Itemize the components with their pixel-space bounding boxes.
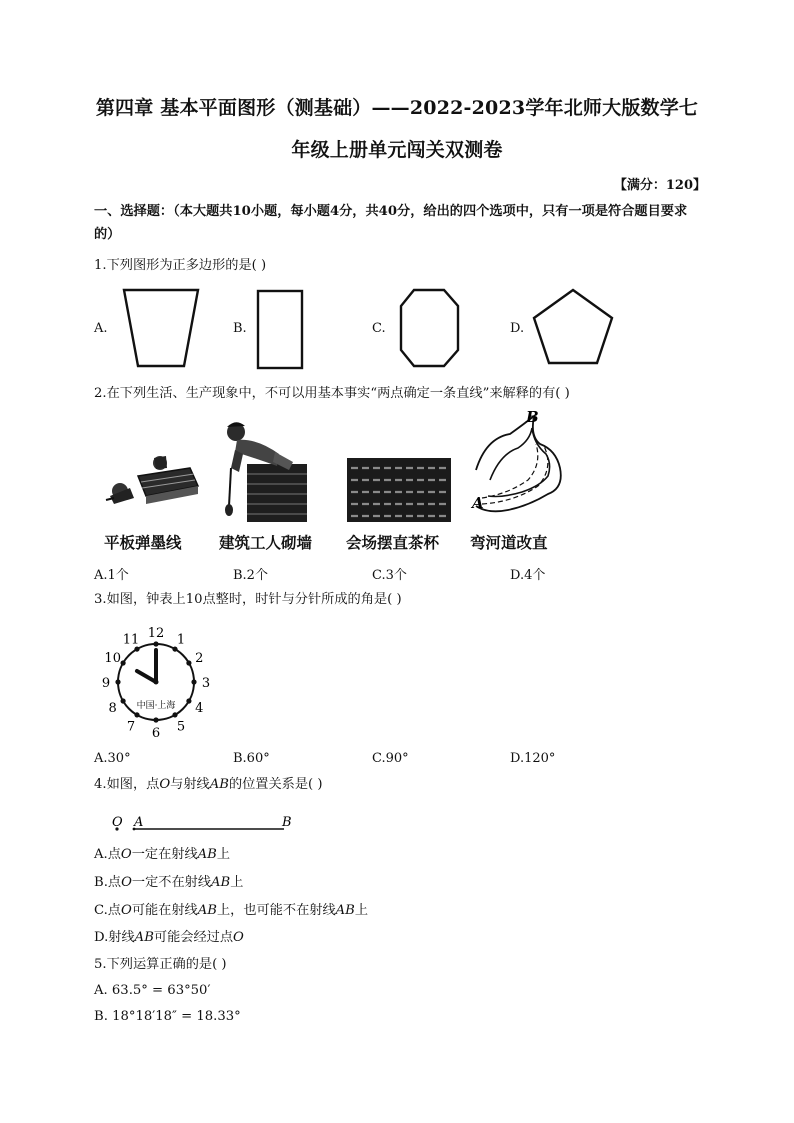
question-5-stem: 5.下列运算正确的是( ) <box>94 957 227 972</box>
clock-number: 1 <box>176 632 186 648</box>
clock-tick-dot <box>191 679 196 684</box>
q3-option-c[interactable]: C.90° <box>372 751 409 766</box>
q5-option-b[interactable]: B. 18°18′18″ = 18.33° <box>94 1009 241 1024</box>
q1-option-b[interactable]: B. <box>233 321 247 336</box>
q4-option-d[interactable]: D.射线AB可能会经过点O <box>94 930 244 945</box>
q4-option-a[interactable]: A.点O一定在射线AB上 <box>94 847 231 862</box>
clock-number: 8 <box>108 701 117 716</box>
river-point-a-label: A <box>472 494 484 512</box>
q2-option-d[interactable]: D.4个 <box>510 568 546 583</box>
q4-option-b[interactable]: B.点O一定不在射线AB上 <box>94 875 244 890</box>
clock-tick-dot <box>186 698 191 703</box>
clock-tick-dot <box>120 698 125 703</box>
clock-number: 12 <box>147 626 165 641</box>
clock-tick-dot <box>134 712 139 717</box>
q2-option-c[interactable]: C.3个 <box>372 568 407 583</box>
q5-option-a[interactable]: A. 63.5° = 63°50′ <box>94 983 211 998</box>
clock-number: 4 <box>195 701 204 716</box>
q2-option-b[interactable]: B.2个 <box>233 568 268 583</box>
clock-tick-dot <box>115 679 120 684</box>
clock-tick-dot <box>172 712 177 717</box>
point-a-label: A <box>134 815 144 830</box>
clock-number: 7 <box>126 719 136 735</box>
pentagon-shape <box>530 287 616 369</box>
clock-number: 3 <box>201 676 211 691</box>
page-title-line-1: 第四章 基本平面图形（测基础）——2022-2023学年北师大版数学七 <box>95 97 699 119</box>
caption-chalk-line: 平板弹墨线 <box>104 534 182 552</box>
clock-hour-hand <box>137 671 156 682</box>
clock-number: 10 <box>104 651 121 666</box>
clock-brand-text: 中国·上海 <box>136 701 176 711</box>
full-score: 【满分：120】 <box>613 178 706 193</box>
point-b-label: B <box>282 815 292 830</box>
q3-option-d[interactable]: D.120° <box>510 751 556 766</box>
clock-number: 6 <box>151 726 161 741</box>
question-4-stem: 4.如图，点O与射线AB的位置关系是( ) <box>94 777 323 792</box>
q4-option-c[interactable]: C.点O可能在射线AB上，也可能不在射线AB上 <box>94 903 369 918</box>
trapezoid-shape <box>120 287 200 369</box>
section-heading: 一、选择题：（本大题共10小题，每小题4分，共40分，给出的四个选项中，只有一项是符合题目要求的） <box>94 204 688 242</box>
caption-river: 弯河道改直 <box>470 534 548 552</box>
q1-option-d[interactable]: D. <box>510 321 525 336</box>
clock-tick-dot <box>186 660 191 665</box>
river-straightening-picture <box>468 410 568 522</box>
bricklayer-picture <box>217 418 312 526</box>
q1-option-a[interactable]: A. <box>94 321 108 336</box>
q1-option-c[interactable]: C. <box>372 321 386 336</box>
q3-option-b[interactable]: B.60° <box>233 751 270 766</box>
q3-option-a[interactable]: A.30° <box>94 751 131 766</box>
clock-tick-dot <box>120 660 125 665</box>
octagon-shape <box>398 288 462 370</box>
question-3-stem: 3.如图，钟表上10点整时，时针与分针所成的角是( ) <box>94 592 402 607</box>
clock-number: 9 <box>101 676 111 691</box>
point-o-label: O <box>112 815 123 830</box>
q2-option-a[interactable]: A.1个 <box>94 568 129 583</box>
question-2-stem: 2.在下列生活、生产现象中，不可以用基本事实“两点确定一条直线”来解释的有( ) <box>94 386 570 401</box>
page-title-line-2: 年级上册单元闯关双测卷 <box>291 139 503 161</box>
caption-cups: 会场摆直茶杯 <box>346 534 440 552</box>
clock-number: 11 <box>122 632 140 648</box>
question-1-stem: 1.下列图形为正多边形的是( ) <box>94 258 267 273</box>
clock-number: 2 <box>195 651 204 666</box>
clock-tick-dot <box>153 641 158 646</box>
aligned-cups-picture <box>345 456 453 524</box>
clock-figure <box>98 622 218 742</box>
chalk-line-board-picture <box>100 448 210 523</box>
river-point-b-label: B <box>526 408 539 426</box>
ray-ab-figure <box>108 810 308 840</box>
rectangle-shape <box>256 289 306 371</box>
clock-tick-dot <box>153 717 158 722</box>
clock-number: 5 <box>176 719 186 735</box>
caption-bricklayer: 建筑工人砌墙 <box>219 534 313 552</box>
